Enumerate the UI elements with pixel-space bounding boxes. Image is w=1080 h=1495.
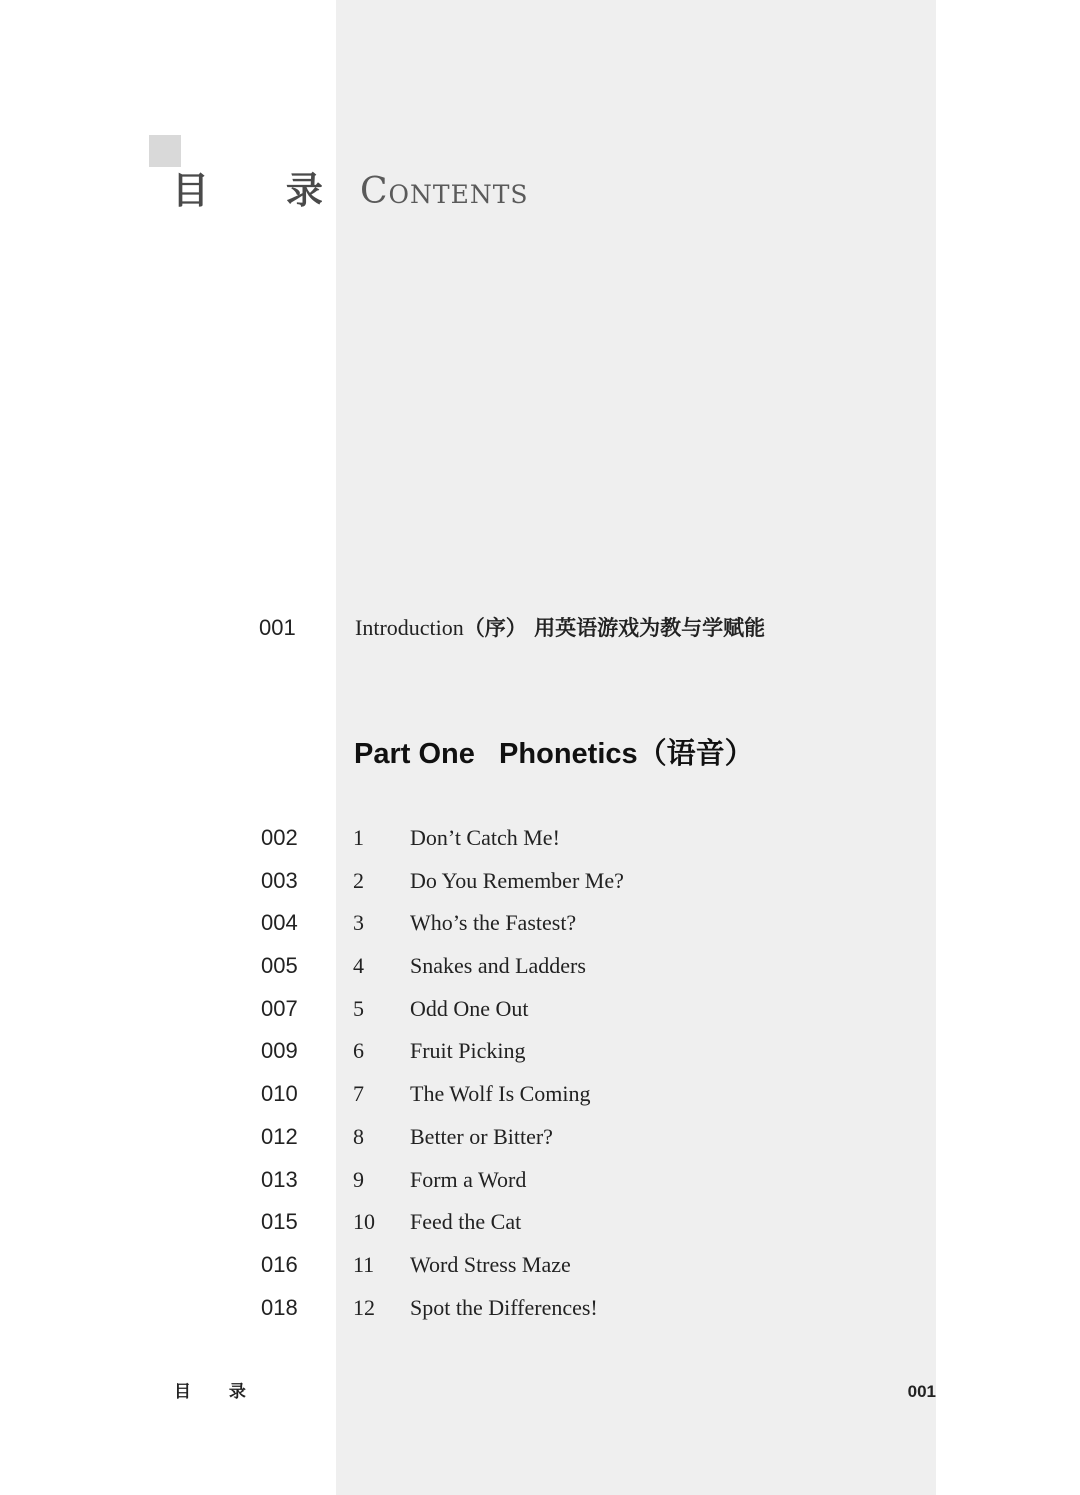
toc-entry[interactable]	[0, 989, 1080, 1032]
toc-item-title: Form a Word	[410, 1166, 527, 1192]
toc-item-number: 5	[353, 995, 364, 1021]
toc-entry[interactable]	[0, 861, 1080, 904]
toc-entry[interactable]	[0, 1031, 1080, 1074]
toc-page-number: 002	[261, 825, 298, 850]
toc-item-number: 9	[353, 1166, 364, 1192]
toc-entry[interactable]	[0, 1160, 1080, 1203]
toc-page-number: 005	[261, 953, 298, 979]
intro-title-english: Introduction	[355, 615, 464, 640]
toc-item-title: Snakes and Ladders	[410, 953, 586, 979]
toc-entry[interactable]	[0, 1288, 1080, 1331]
toc-page-number: 004	[261, 910, 298, 936]
part-one-heading: Part One Phonetics（语音）	[354, 738, 754, 770]
toc-item-number: 3	[353, 910, 364, 936]
toc-entry[interactable]	[0, 903, 1080, 946]
toc-item-number: 2	[353, 867, 364, 893]
toc-entry[interactable]	[0, 1202, 1080, 1245]
toc-item-number: 4	[353, 953, 364, 979]
toc-item-title: Who’s the Fastest?	[410, 910, 577, 936]
page-title-english: Contents	[360, 171, 529, 212]
toc-page-number: 013	[261, 1166, 298, 1192]
footer-section-label: 目 录	[174, 1382, 262, 1402]
toc-entry[interactable]	[0, 818, 1080, 861]
toc-entry[interactable]	[0, 1074, 1080, 1117]
toc-item-number: 11	[353, 1251, 375, 1277]
intro-entry[interactable]	[355, 612, 765, 647]
toc-item-number: 6	[353, 1038, 364, 1064]
toc-item-number: 8	[353, 1123, 364, 1149]
toc-page-number: 015	[261, 1209, 298, 1235]
toc-page-number: 018	[261, 1294, 298, 1320]
footer-page-number: 001	[907, 1382, 936, 1401]
decorative-square	[149, 135, 181, 167]
toc-item-title: Spot the Differences!	[410, 1294, 598, 1320]
toc-page-number: 010	[261, 1081, 298, 1107]
toc-page-number: 009	[261, 1038, 298, 1064]
toc-page-number: 003	[261, 867, 298, 893]
intro-page-number: 001	[259, 615, 296, 640]
toc-page-number: 007	[261, 995, 298, 1021]
toc-item-title: Word Stress Maze	[410, 1251, 571, 1277]
page-title-chinese: 目 录	[172, 169, 355, 212]
toc-item-title: Odd One Out	[410, 995, 529, 1021]
toc-item-number: 12	[353, 1294, 375, 1320]
toc-item-number: 1	[353, 825, 364, 850]
toc-item-number: 7	[353, 1081, 364, 1107]
toc-item-number: 10	[353, 1209, 375, 1235]
toc-item-title: The Wolf Is Coming	[410, 1081, 591, 1107]
toc-item-title: Don’t Catch Me!	[410, 825, 560, 850]
toc-entry[interactable]	[0, 946, 1080, 989]
toc-item-title: Do You Remember Me?	[410, 867, 624, 893]
toc-item-title: Feed the Cat	[410, 1209, 522, 1235]
toc-entry[interactable]	[0, 1117, 1080, 1160]
toc-item-title: Fruit Picking	[410, 1038, 526, 1064]
toc-entry[interactable]	[0, 1245, 1080, 1288]
toc-list	[0, 818, 1080, 1330]
toc-page-number: 016	[261, 1251, 298, 1277]
toc-item-title: Better or Bitter?	[410, 1123, 553, 1149]
toc-page-number: 012	[261, 1123, 298, 1149]
intro-title-chinese: （序） 用英语游戏为教与学赋能	[463, 616, 766, 640]
